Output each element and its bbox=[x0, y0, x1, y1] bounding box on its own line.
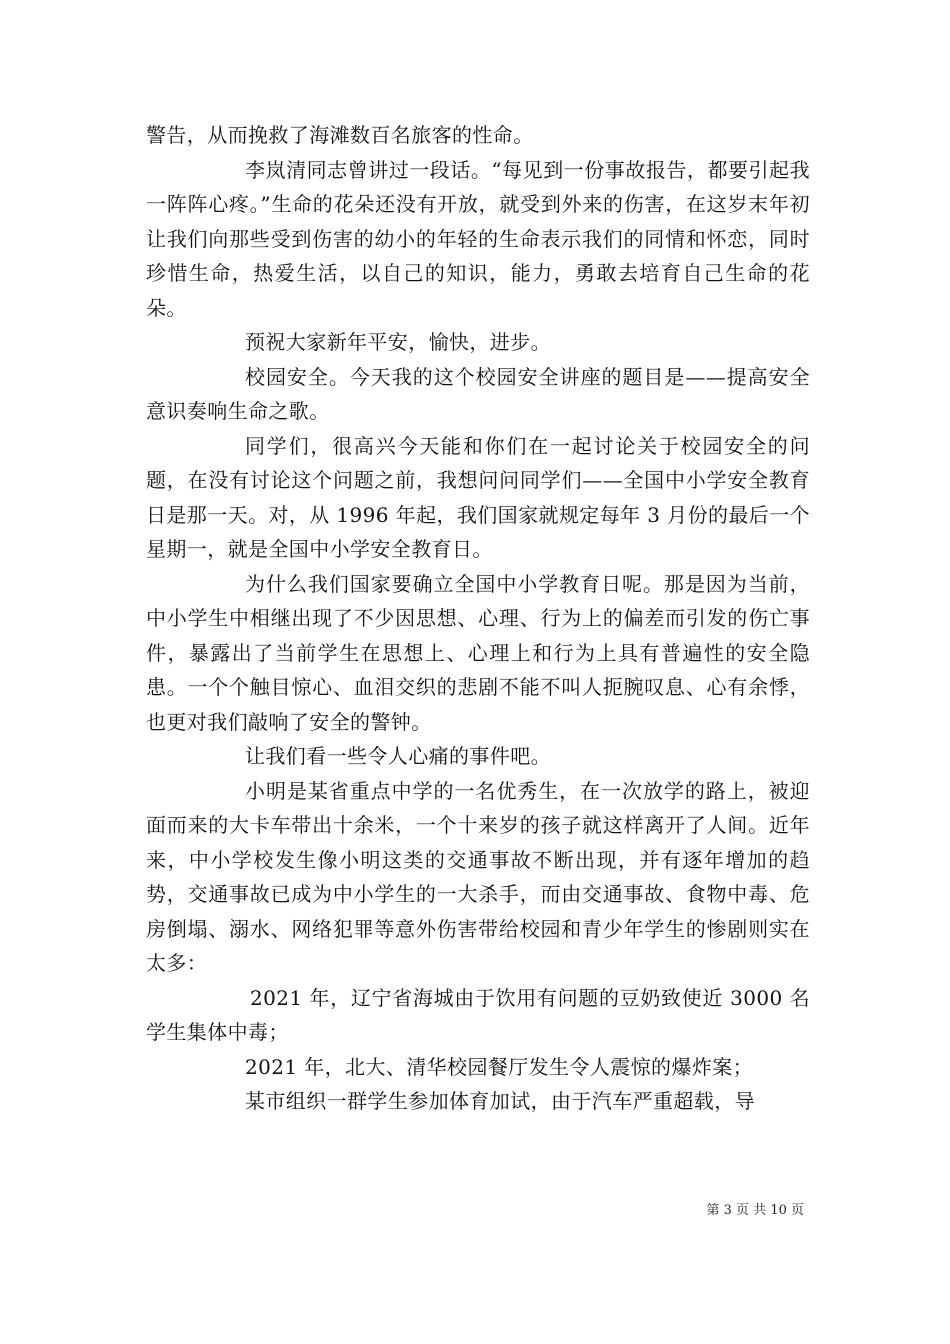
paragraph-5: 同学们，很高兴今天能和你们在一起讨论关于校园安全的问题，在没有讨论这个问题之前，我想问问同学们——全国中小学安全教育日是那一天。对，从 1996 年起，我们国家就规定每年 3 月份的最后一个星期一，就是全国中小学安全教育日。 bbox=[146, 433, 810, 561]
paragraph-11: 某市组织一群学生参加体育加试，由于汽车严重超载，导 bbox=[245, 1089, 755, 1113]
paragraph-7: 让我们看一些令人心痛的事件吧。 bbox=[245, 744, 551, 768]
paragraph-1: 警告，从而挽救了海滩数百名旅客的性命。 bbox=[146, 123, 534, 147]
document-body bbox=[146, 118, 810, 1119]
paragraph-9: 2021 年，辽宁省海城由于饮用有问题的豆奶致使近 3000 名学生集体中毒； bbox=[146, 985, 810, 1044]
paragraph-8: 小明是某省重点中学的一名优秀生，在一次放学的路上，被迎面而来的大卡车带出十余米，一个十来岁的孩子就这样离开了人间。近年来，中小学校发生像小明这类的交通事故不断出现，并有逐年增加的趋势，交通事故已成为中小学生的一大杀手，而由交通事故、食物中毒、危房倒塌、溺水、网络犯罪等意外伤害带给校园和青少年学生的惨剧则实在太多： bbox=[146, 778, 810, 975]
paragraph-3: 预祝大家新年平安，愉快，进步。 bbox=[245, 330, 551, 354]
page-number-footer: 第 3 页 共 10 页 bbox=[706, 1203, 804, 1218]
paragraph-2: 李岚清同志曾讲过一段话。“每见到一份事故报告，都要引起我一阵阵心疼。”生命的花朵还没有开放，就受到外来的伤害，在这岁末年初让我们向那些受到伤害的幼小的年轻的生命表示我们的同情和怀恋，同时珍惜生命，热爱生活，以自己的知识，能力，勇敢去培育自己生命的花朵。 bbox=[146, 157, 810, 320]
paragraph-10: 2021 年，北大、清华校园餐厅发生令人震惊的爆炸案； bbox=[245, 1054, 754, 1079]
paragraph-6: 为什么我们国家要确立全国中小学教育日呢。那是因为当前，中小学生中相继出现了不少因思想、心理、行为上的偏差而引发的伤亡事件，暴露出了当前学生在思想上、心理上和行为上具有普遍性的安全隐患。一个个触目惊心、血泪交织的悲剧不能不叫人扼腕叹息、心有余悸，也更对我们敲响了安全的警钟。 bbox=[146, 571, 810, 734]
paragraph-4: 校园安全。今天我的这个校园安全讲座的题目是——提高安全意识奏响生命之歌。 bbox=[146, 364, 810, 423]
